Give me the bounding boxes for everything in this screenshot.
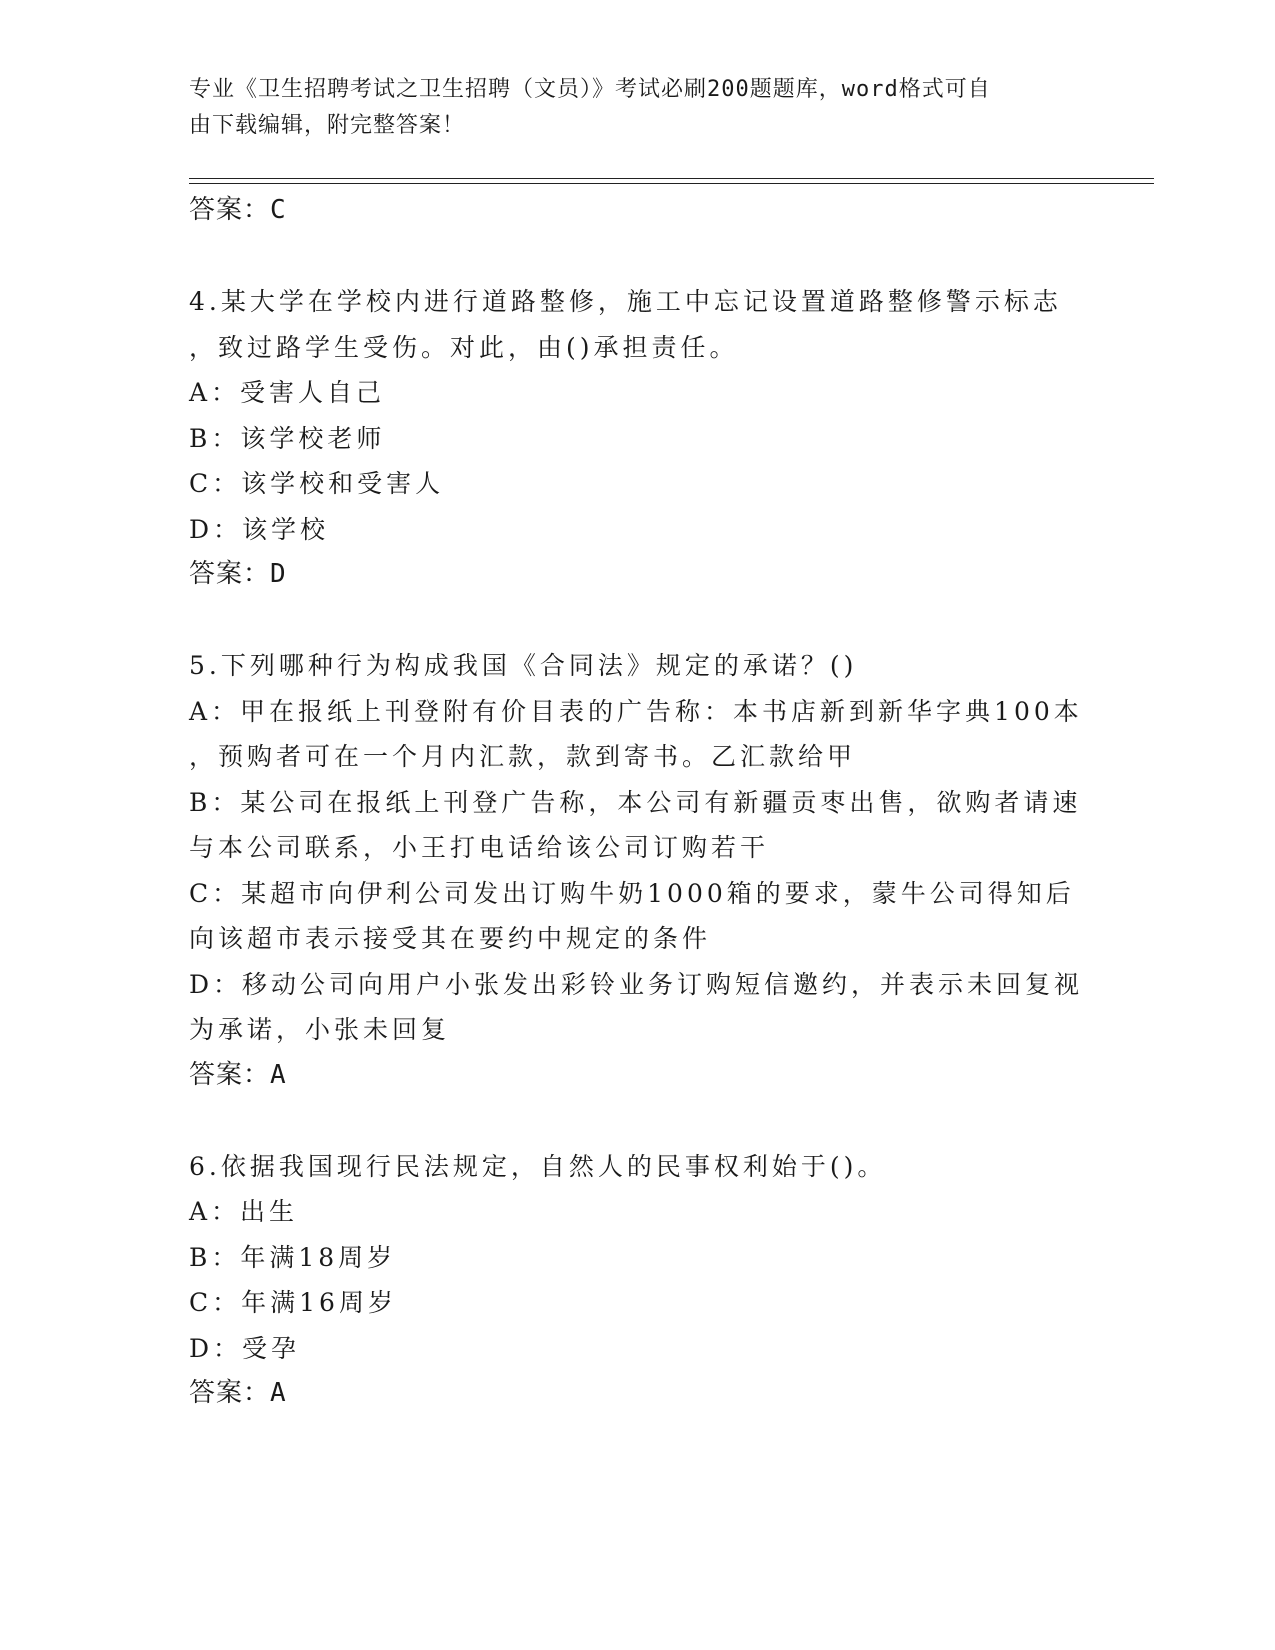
- option-a: A：出生: [189, 1197, 299, 1226]
- question-block: [189, 1144, 1089, 1417]
- header-divider-top: [189, 178, 1154, 179]
- question-block: [189, 643, 1089, 1098]
- previous-answer: 答案：C: [189, 195, 287, 225]
- spacer: [189, 234, 1089, 280]
- option-c-continuation: 向该超市表示接受其在要约中规定的条件: [189, 924, 712, 953]
- option-a-continuation: ，预购者可在一个月内汇款，款到寄书。乙汇款给甲: [189, 742, 857, 771]
- question-stem-line: 4.某大学在学校内进行道路整修，施工中忘记设置道路整修警示标志: [189, 287, 1062, 316]
- answer-line: 答案：A: [189, 1059, 287, 1090]
- option-b: B：年满18周岁: [189, 1242, 397, 1272]
- header-divider-bottom: [189, 183, 1154, 184]
- option-b: B：某公司在报纸上刊登广告称，本公司有新疆贡枣出售，欲购者请速: [189, 787, 1082, 817]
- question-stem-line: ，致过路学生受伤。对此，由()承担责任。: [189, 332, 739, 362]
- option-b-continuation: 与本公司联系，小王打电话给该公司订购若干: [189, 833, 770, 862]
- question-block: [189, 279, 1089, 598]
- question-list: [189, 188, 1089, 1417]
- option-c: C：该学校和受害人: [189, 469, 445, 498]
- option-d-continuation: 为承诺，小张未回复: [189, 1015, 451, 1044]
- header-line-1: 专业《卫生招聘考试之卫生招聘（文员）》考试必刷200题题库，word格式可自: [189, 77, 991, 102]
- spacer: [189, 1098, 1089, 1144]
- question-stem-line: 5.下列哪种行为构成我国《合同法》规定的承诺？(): [189, 651, 858, 680]
- option-b: B：该学校老师: [189, 423, 386, 453]
- header-line-2: 由下载编辑，附完整答案！: [189, 113, 466, 138]
- option-d: D：受孕: [189, 1333, 301, 1363]
- option-d: D：该学校: [189, 514, 330, 544]
- option-c: C：某超市向伊利公司发出订购牛奶1000箱的要求，蒙牛公司得知后: [189, 878, 1075, 908]
- question-stem-line: 6.依据我国现行民法规定，自然人的民事权利始于()。: [189, 1151, 887, 1181]
- option-a: A：甲在报纸上刊登附有价目表的广告称：本书店新到新华字典100本: [189, 696, 1083, 726]
- answer-line: 答案：A: [189, 1378, 287, 1408]
- option-a: A：受害人自己: [189, 378, 386, 407]
- answer-line: 答案：D: [189, 559, 287, 589]
- option-d: D：移动公司向用户小张发出彩铃业务订购短信邀约，并表示未回复视: [189, 969, 1084, 999]
- page-header: [189, 72, 1089, 144]
- spacer: [189, 598, 1089, 644]
- option-c: C：年满16周岁: [189, 1288, 397, 1317]
